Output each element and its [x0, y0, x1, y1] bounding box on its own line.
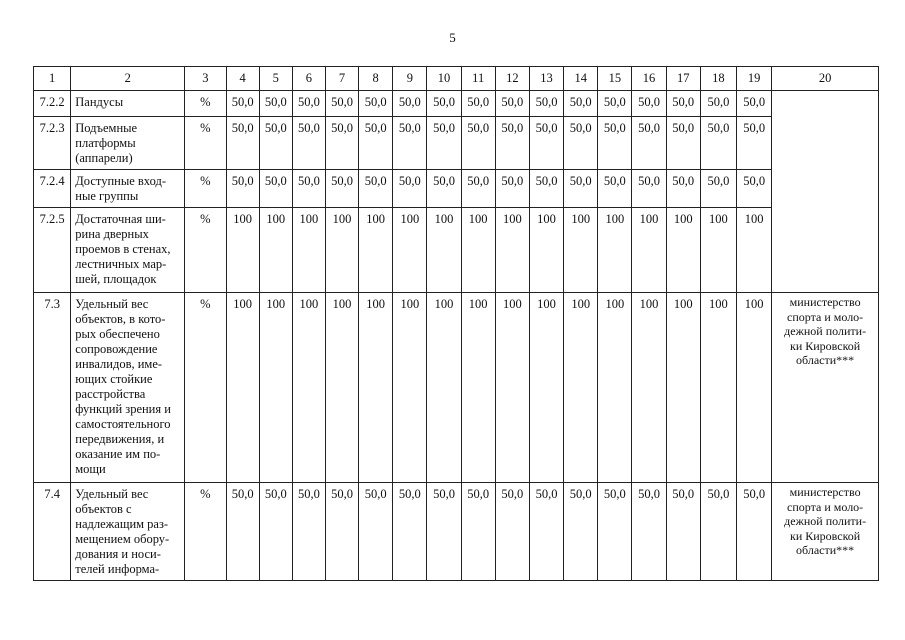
value-cell: 50,0: [359, 91, 393, 117]
header-cell: 3: [185, 67, 226, 91]
row-name-line: Удельный вес: [75, 487, 149, 501]
value-cell: 100: [495, 208, 529, 293]
row-name-line: платформы: [75, 136, 136, 150]
value-cell: 50,0: [529, 117, 563, 170]
value-cell: 50,0: [427, 483, 461, 581]
value-cell: 50,0: [737, 117, 772, 170]
table-row: [34, 91, 879, 117]
value-cell: 50,0: [666, 91, 700, 117]
value-cell: 50,0: [700, 483, 736, 581]
header-cell: 8: [359, 67, 393, 91]
header-cell: 10: [427, 67, 461, 91]
row-code: 7.2.5: [34, 208, 71, 293]
value-cell: 50,0: [666, 117, 700, 170]
row-code: 7.2.4: [34, 170, 71, 208]
value-cell: 50,0: [259, 483, 292, 581]
value-cell: 50,0: [292, 91, 325, 117]
value-cell: 50,0: [393, 170, 427, 208]
row-name-line: оказание им по-: [75, 447, 161, 461]
value-cell: 50,0: [292, 117, 325, 170]
header-cell: 18: [700, 67, 736, 91]
value-cell: 50,0: [461, 483, 495, 581]
value-cell: 100: [259, 208, 292, 293]
responsible-line: спорта и моло-: [787, 499, 864, 514]
header-cell: 14: [564, 67, 598, 91]
value-cell: 50,0: [226, 483, 259, 581]
value-cell: 50,0: [226, 170, 259, 208]
header-cell: 17: [666, 67, 700, 91]
value-cell: 50,0: [700, 117, 736, 170]
value-cell: 100: [292, 293, 325, 483]
row-name-line: сопровождение: [75, 342, 158, 356]
responsible-cell-empty: [772, 91, 879, 293]
value-cell: 100: [666, 208, 700, 293]
value-cell: 50,0: [359, 170, 393, 208]
value-cell: 50,0: [737, 170, 772, 208]
row-name: [71, 170, 185, 208]
header-cell: 20: [772, 67, 879, 91]
value-cell: 50,0: [325, 170, 358, 208]
value-cell: 50,0: [666, 483, 700, 581]
row-name-line: инвалидов, име-: [75, 357, 163, 371]
value-cell: 50,0: [666, 170, 700, 208]
header-cell: 9: [393, 67, 427, 91]
value-cell: 100: [700, 293, 736, 483]
value-cell: 50,0: [461, 170, 495, 208]
row-name-line: Доступные вход-: [75, 174, 166, 188]
row-name-line: лестничных мар-: [75, 257, 167, 271]
value-cell: 100: [359, 208, 393, 293]
responsible-line: области***: [796, 353, 855, 367]
value-cell: 100: [700, 208, 736, 293]
responsible-line: министерство: [789, 485, 861, 499]
table-row: [34, 293, 879, 483]
value-cell: 50,0: [427, 170, 461, 208]
value-cell: 50,0: [632, 483, 666, 581]
table-header-row: [34, 67, 879, 91]
value-cell: 50,0: [598, 170, 632, 208]
responsible-line: области***: [796, 543, 855, 557]
value-cell: 50,0: [564, 91, 598, 117]
row-name-line: телей информа-: [75, 562, 160, 576]
header-cell: 16: [632, 67, 666, 91]
row-unit: %: [185, 91, 226, 117]
value-cell: 50,0: [259, 170, 292, 208]
value-cell: 50,0: [259, 117, 292, 170]
table-row: [34, 117, 879, 170]
value-cell: 50,0: [632, 170, 666, 208]
table-row: [34, 170, 879, 208]
value-cell: 50,0: [529, 170, 563, 208]
row-unit: %: [185, 208, 226, 293]
value-cell: 50,0: [564, 117, 598, 170]
value-cell: 100: [393, 208, 427, 293]
row-name-line: (аппарели): [75, 151, 133, 165]
responsible-line: спорта и моло-: [787, 309, 864, 324]
value-cell: 50,0: [598, 117, 632, 170]
table-row: [34, 483, 879, 581]
value-cell: 50,0: [632, 91, 666, 117]
header-cell: 7: [325, 67, 358, 91]
value-cell: 50,0: [495, 483, 529, 581]
value-cell: 50,0: [325, 117, 358, 170]
value-cell: 50,0: [292, 170, 325, 208]
row-name-line: объектов с: [75, 502, 132, 516]
row-code: 7.4: [34, 483, 71, 581]
row-name-line: рина дверных: [75, 227, 149, 241]
value-cell: 50,0: [393, 91, 427, 117]
value-cell: 50,0: [529, 483, 563, 581]
row-name-line: ные группы: [75, 189, 139, 203]
row-name-line: Удельный вес: [75, 297, 149, 311]
value-cell: 50,0: [427, 117, 461, 170]
value-cell: 100: [564, 293, 598, 483]
value-cell: 100: [737, 208, 772, 293]
responsible-line: ки Кировской: [789, 528, 861, 543]
header-cell: 15: [598, 67, 632, 91]
page-number: 5: [449, 30, 456, 45]
row-name-line: Достаточная ши-: [75, 212, 166, 226]
row-name-line: Подъемные: [75, 121, 138, 135]
row-code: 7.2.2: [34, 91, 71, 117]
value-cell: 50,0: [495, 170, 529, 208]
row-name: [71, 117, 185, 170]
responsible-line: министерство: [789, 295, 861, 309]
row-name: [71, 293, 185, 483]
row-name-line: дования и носи-: [75, 547, 161, 561]
value-cell: 100: [632, 293, 666, 483]
value-cell: 100: [632, 208, 666, 293]
row-code: 7.2.3: [34, 117, 71, 170]
value-cell: 100: [325, 208, 358, 293]
value-cell: 100: [427, 208, 461, 293]
value-cell: 50,0: [737, 91, 772, 117]
value-cell: 100: [461, 208, 495, 293]
value-cell: 50,0: [461, 117, 495, 170]
header-cell: 5: [259, 67, 292, 91]
value-cell: 50,0: [393, 117, 427, 170]
header-cell: 2: [71, 67, 185, 91]
responsible-cell: [772, 483, 879, 581]
row-name-line: мощи: [75, 462, 106, 476]
header-cell: 1: [34, 67, 71, 91]
row-name-line: Пандусы: [75, 95, 124, 109]
value-cell: 100: [259, 293, 292, 483]
indicators-table: [33, 66, 879, 581]
responsible-line: дежной полити-: [784, 324, 867, 338]
value-cell: 50,0: [292, 483, 325, 581]
header-cell: 12: [495, 67, 529, 91]
value-cell: 50,0: [529, 91, 563, 117]
responsible-line: дежной полити-: [784, 514, 867, 528]
value-cell: 50,0: [632, 117, 666, 170]
row-name: [71, 208, 185, 293]
table-row: [34, 208, 879, 293]
responsible-cell: [772, 293, 879, 483]
row-name-line: передвижения, и: [75, 432, 165, 446]
row-unit: %: [185, 117, 226, 170]
row-unit: %: [185, 293, 226, 483]
value-cell: 50,0: [495, 91, 529, 117]
value-cell: 50,0: [495, 117, 529, 170]
value-cell: 100: [737, 293, 772, 483]
value-cell: 50,0: [700, 170, 736, 208]
row-name: [71, 483, 185, 581]
row-name-line: самостоятельного: [75, 417, 171, 431]
row-code: 7.3: [34, 293, 71, 483]
value-cell: 100: [598, 293, 632, 483]
value-cell: 50,0: [259, 91, 292, 117]
row-name-line: шей, площадок: [75, 272, 157, 286]
value-cell: 100: [495, 293, 529, 483]
value-cell: 100: [666, 293, 700, 483]
value-cell: 50,0: [598, 91, 632, 117]
value-cell: 100: [529, 208, 563, 293]
row-name: [71, 91, 185, 117]
value-cell: 50,0: [737, 483, 772, 581]
row-name-line: надлежащим раз-: [75, 517, 169, 531]
value-cell: 50,0: [359, 483, 393, 581]
row-name-line: объектов, в кото-: [75, 312, 166, 326]
value-cell: 100: [325, 293, 358, 483]
value-cell: 100: [226, 208, 259, 293]
row-name-line: рых обеспечено: [75, 327, 160, 341]
row-name-line: расстройства: [75, 387, 146, 401]
row-name-line: функций зрения и: [75, 402, 171, 416]
value-cell: 50,0: [359, 117, 393, 170]
value-cell: 100: [564, 208, 598, 293]
value-cell: 50,0: [598, 483, 632, 581]
value-cell: 100: [359, 293, 393, 483]
value-cell: 50,0: [325, 91, 358, 117]
row-unit: %: [185, 170, 226, 208]
header-cell: 4: [226, 67, 259, 91]
header-cell: 6: [292, 67, 325, 91]
value-cell: 50,0: [226, 117, 259, 170]
value-cell: 100: [461, 293, 495, 483]
header-cell: 19: [737, 67, 772, 91]
value-cell: 50,0: [427, 91, 461, 117]
value-cell: 50,0: [700, 91, 736, 117]
row-unit: %: [185, 483, 226, 581]
value-cell: 50,0: [461, 91, 495, 117]
row-name-line: ющих стойкие: [75, 372, 153, 386]
row-name-line: мещением обору-: [75, 532, 170, 546]
value-cell: 100: [226, 293, 259, 483]
header-cell: 13: [529, 67, 563, 91]
header-cell: 11: [461, 67, 495, 91]
value-cell: 50,0: [564, 483, 598, 581]
value-cell: 100: [598, 208, 632, 293]
value-cell: 50,0: [226, 91, 259, 117]
row-name-line: проемов в стенах,: [75, 242, 171, 256]
value-cell: 50,0: [325, 483, 358, 581]
value-cell: 100: [427, 293, 461, 483]
value-cell: 100: [529, 293, 563, 483]
value-cell: 50,0: [564, 170, 598, 208]
value-cell: 100: [292, 208, 325, 293]
value-cell: 100: [393, 293, 427, 483]
responsible-line: ки Кировской: [789, 338, 861, 353]
value-cell: 50,0: [393, 483, 427, 581]
